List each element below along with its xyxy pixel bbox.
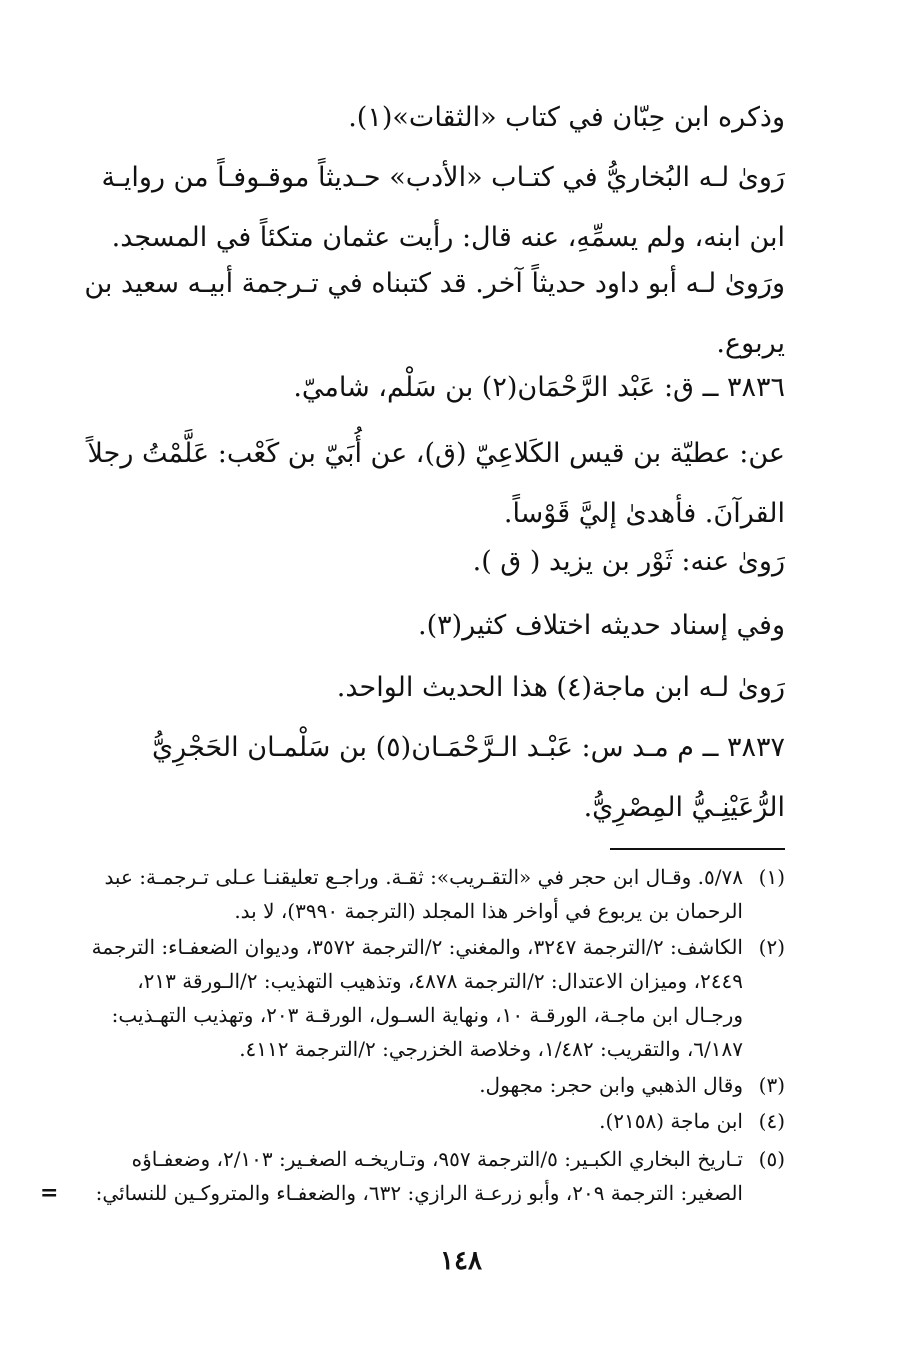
footnote-number: (٤)	[758, 1109, 785, 1133]
footnote-4	[80, 1104, 785, 1138]
footnote-continuation-mark: =	[40, 1180, 59, 1206]
paragraph-3: ورَوىٰ لـه أبو داود حديثاً آخر. قد كتبناه في تـرجمة أبيـه سعيد بن يربوع.	[84, 268, 785, 359]
paragraph-8: رَوىٰ لـه ابن ماجة(٤) هذا الحديث الواحد.	[336, 672, 785, 703]
paragraph-6: رَوىٰ عنه: ثَوْر بن يزيد ( ق ).	[472, 546, 785, 577]
entry-3836-heading: ٣٨٣٦ ــ ق: عَبْد الرَّحْمَان(٢) بن سَلْم، شاميّ.	[293, 372, 785, 403]
footnote-text: ٥/٧٨. وقـال ابن حجر في «التقـريب»: ثقـة. وراجـع تعليقنـا عـلى تـرجمـة: عبد الرحمان بن يربوع في أواخر هذا المجلد (الترجمة ٣٩٩٠)، لا بد.	[104, 865, 743, 923]
footnote-5	[80, 1142, 785, 1210]
footnote-number: (١)	[758, 865, 785, 889]
paragraph-2: رَوىٰ لـه البُخاريُّ في كتـاب «الأدب» حـديثاً موقـوفـاً من روايـة ابن ابنه، ولم يسمِّهِ، عنه قال: رأيت عثمان متكئاً في المسجد.	[101, 162, 785, 253]
footnote-3	[80, 1068, 785, 1102]
footnote-number: (٥)	[758, 1147, 785, 1171]
page-number: ١٤٨	[440, 1246, 482, 1276]
paragraph-1: وذكره ابن حِبّان في كتاب «الثقات»(١).	[348, 102, 785, 133]
footnote-number: (٢)	[758, 935, 785, 959]
entry-3837-heading: ٣٨٣٧ ــ م مـد س: عَبْـد الـرَّحْمَـان(٥) بن سَلْمـان الحَجْرِيُّ الرُّعَيْنِـيُّ المِصْرِيُّ.	[152, 732, 785, 823]
footnote-text: الكاشف: ٢/الترجمة ٣٢٤٧، والمغني: ٢/الترجمة ٣٥٧٢، وديوان الضعفـاء: الترجمة ٢٤٤٩، وميزان الاعتدال: ٢/الترجمة ٤٨٧٨، وتذهيب التهذيب: ٢/الـورقة ٢١٣، ورجـال ابن ماجـة، الورقـة ١٠، ونهاية السـول، الورقـة ٢٠٣، وتهذيب التهـذيب: ٦/١٨٧، والتقريب: ١/٤٨٢، وخلاصة الخزرجي: ٢/الترجمة ٤١١٢.	[91, 935, 743, 1061]
footnote-number: (٣)	[758, 1073, 785, 1097]
footnote-divider	[610, 848, 785, 850]
footnote-text: تـاريخ البخاري الكبـير: ٥/الترجمة ٩٥٧، وتـاريخـه الصغـير: ٢/١٠٣، وضعفـاؤه الصغير: الترجمة ٢٠٩، وأبو زرعـة الرازي: ٦٣٢، والضعفـاء والمتروكـين للنسائي:	[95, 1147, 743, 1205]
footnote-text: وقال الذهبي وابن حجر: مجهول.	[479, 1073, 743, 1097]
footnote-2	[80, 930, 785, 1066]
footnote-1	[80, 860, 785, 928]
paragraph-5: عن: عطيّة بن قيس الكَلاعِيّ (ق)، عن أُبَيّ بن كَعْب: عَلَّمْتُ رجلاً القرآنَ. فأهدىٰ إليَّ قَوْساً.	[87, 438, 785, 529]
paragraph-7: وفي إسناد حديثه اختلاف كثير(٣).	[418, 610, 785, 641]
footnote-text: ابن ماجة (٢١٥٨).	[599, 1109, 743, 1133]
